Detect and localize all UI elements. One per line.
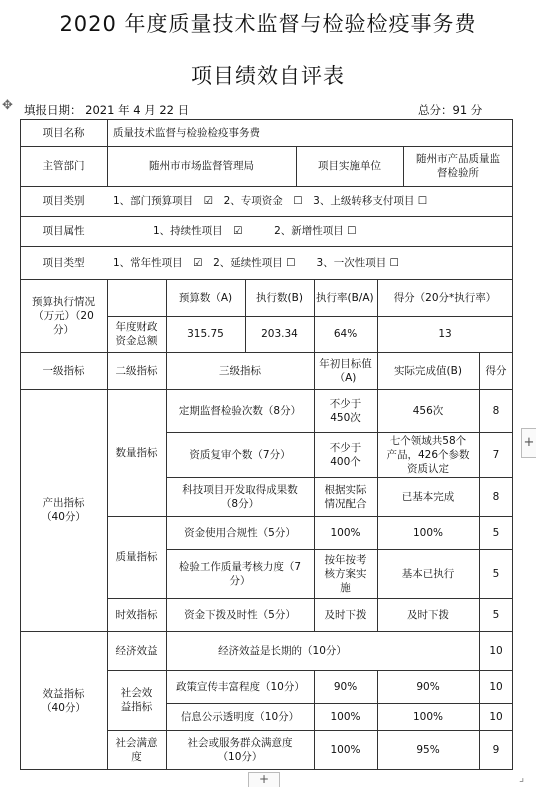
score-col-header: 得分	[485, 364, 507, 377]
econ-benefit-label: 经济效益	[115, 644, 158, 657]
time-indicator-label: 时效指标	[115, 608, 158, 621]
table-row-indicator: 资金下拨及时性（5分）	[184, 608, 296, 621]
output-indicator-label: 产出指标（40分）	[41, 497, 86, 523]
fund-total-label: 年度财政资金总额	[115, 321, 158, 347]
add-column-button[interactable]	[521, 428, 536, 458]
table-row-target: 按年按考核方案实施	[324, 553, 367, 594]
project-name-label: 项目名称	[42, 126, 85, 139]
plus-icon: +	[258, 772, 270, 786]
budget-label: 预算执行情况（万元）（20分）	[32, 295, 95, 336]
table-row-target: 100%	[330, 744, 361, 756]
add-row-button[interactable]	[248, 772, 280, 787]
table-row-indicator: 社会或服务群众满意度（10分）	[187, 737, 293, 763]
table-row-target: 及时下拨	[324, 608, 367, 621]
attribute-label: 项目属性	[42, 225, 85, 237]
table-row-indicator: 科技项目开发取得成果数（8分）	[182, 483, 298, 510]
table-row-actual: 100%	[412, 710, 444, 723]
unit-label: 项目实施单位	[318, 160, 381, 172]
table-row-score: 10	[489, 680, 503, 693]
category-options: 1、部门预算项目 ☑ 2、专项资金 ☐ 3、上级转移支付项目 ☐	[113, 195, 428, 207]
table-row-actual: 及时下拨	[407, 608, 449, 621]
table-row-target: 不少于400个	[329, 441, 362, 468]
resize-corner-icon[interactable]: ⌟	[519, 771, 525, 784]
dept-label: 主管部门	[42, 160, 85, 172]
table-row-score: 10	[489, 710, 503, 723]
table-row-indicator: 定期监督检验次数（8分）	[178, 404, 302, 417]
table-row-target: 90%	[333, 680, 358, 693]
table-row-score: 8	[492, 490, 500, 503]
rate-value: 64%	[333, 328, 358, 340]
table-row-target: 100%	[330, 526, 361, 539]
table-row-score: 5	[492, 608, 500, 621]
budget-header: 预算数（A)	[178, 291, 233, 304]
category-label: 项目类别	[42, 195, 85, 207]
table-row-target: 100%	[330, 710, 361, 723]
type-label: 项目类型	[42, 256, 85, 269]
move-handle-icon[interactable]: ✥	[2, 98, 13, 113]
quantity-indicator-label: 数量指标	[115, 446, 158, 459]
satisfaction-label: 社会满意度	[115, 737, 158, 763]
table-row-score: 9	[492, 744, 500, 756]
table-row-actual: 基本已执行	[401, 567, 455, 580]
actual-header: 实际完成值(B)	[394, 364, 462, 377]
target-header: 年初目标值（A)	[319, 357, 372, 384]
dept-value: 随州市市场监督管理局	[149, 160, 254, 172]
level2-header: 二级指标	[115, 364, 158, 377]
table-row-score: 8	[492, 404, 500, 417]
table-row-actual: 90%	[416, 680, 440, 693]
table-row-actual: 456次	[412, 404, 444, 417]
unit-value: 随州市产品质量监督检验所	[416, 153, 500, 179]
plus-icon: +	[523, 435, 535, 450]
quality-indicator-label: 质量指标	[115, 551, 158, 563]
table-row-indicator: 检验工作质量考核力度（7分）	[178, 560, 302, 587]
level3-header: 三级指标	[219, 364, 261, 377]
page-subtitle: 项目绩效自评表	[191, 64, 345, 88]
score-header: 得分（20分*执行率）	[393, 291, 497, 304]
table-row-indicator: 资金使用合规性（5分）	[184, 526, 296, 539]
table-row-indicator: 信息公示透明度（10分）	[180, 710, 300, 723]
table-row-score: 10	[489, 644, 503, 657]
table-row-actual: 七个领域共58个产品，426个参数资质认定	[386, 434, 470, 475]
benefit-indicator-label: 效益指标（40分）	[41, 687, 86, 714]
table-row-actual: 100%	[412, 526, 444, 539]
rate-header: 执行率(B/A)	[316, 291, 374, 304]
table-row-score: 5	[492, 526, 500, 539]
table-row-target: 根据实际情况配合	[324, 483, 367, 510]
total-score: 总分：91 分	[418, 103, 483, 117]
social-benefit-label: 社会效益指标	[120, 687, 153, 713]
fill-date: 填报日期： 2021 年 4 月 22 日	[24, 103, 190, 117]
table-row-score: 5	[492, 567, 500, 580]
budget-score-value: 13	[438, 328, 452, 340]
table-row-actual: 已基本完成	[401, 490, 455, 503]
budget-value: 315.75	[187, 328, 224, 340]
table-row-actual: 95%	[416, 744, 440, 756]
table-row-target: 不少于450次	[329, 397, 362, 424]
exec-header: 执行数(B)	[256, 291, 303, 304]
type-options: 1、常年性项目 ☑ 2、延续性项目 ☐ 3、一次性项目 ☐	[113, 256, 399, 269]
table-row-indicator: 经济效益是长期的（10分）	[218, 644, 347, 657]
level1-header: 一级指标	[42, 364, 85, 377]
project-name-value: 质量技术监督与检验检疫事务费	[113, 126, 260, 139]
page-title: 2020 年度质量技术监督与检验检疫事务费	[59, 12, 477, 36]
table-row-indicator: 政策宣传丰富程度（10分）	[176, 680, 305, 693]
attribute-options: 1、持续性项目 ☑ 2、新增性项目 ☐	[153, 225, 357, 237]
evaluation-table	[20, 119, 513, 770]
exec-value: 203.34	[261, 328, 298, 340]
table-row-score: 7	[492, 448, 500, 461]
table-row-indicator: 资质复审个数（7分）	[189, 448, 291, 461]
